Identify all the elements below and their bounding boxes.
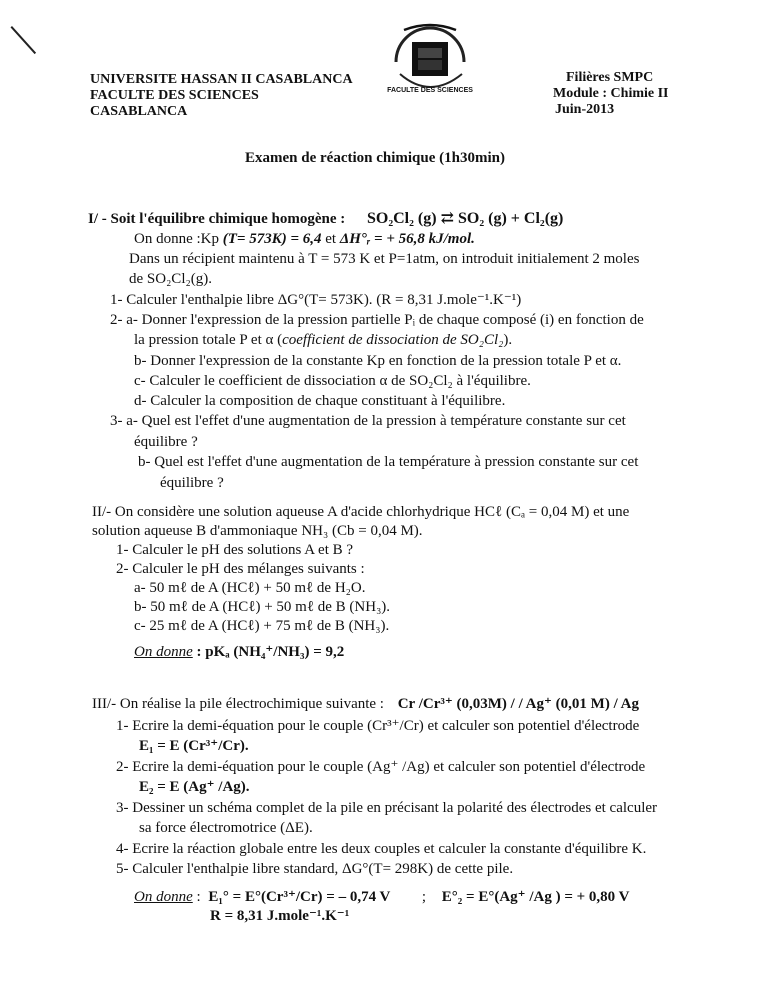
part2-q1: 1- Calculer le pH des solutions A et B ? bbox=[116, 542, 354, 558]
part1-intro-text: I/ - Soit l'équilibre chimique homogène : bbox=[88, 211, 346, 227]
part1-q3a-1: 3- a- Quel est l'effet d'une augmentation de la pression à température constante sur cet bbox=[110, 413, 626, 429]
part3-given-2: E°₂ = E°(Ag⁺ /Ag ) = + 0,80 V bbox=[441, 889, 630, 905]
part3-q2-1: 2- Ecrire la demi-équation pour le couple (Ag⁺ /Ag) et calculer son potentiel d'électrode bbox=[116, 759, 646, 775]
part3-given-3: R = 8,31 J.mole⁻¹.K⁻¹ bbox=[210, 908, 350, 924]
part3-cell: Cr /Cr³⁺ (0,03M) / / Ag⁺ (0,01 M) / Ag bbox=[397, 696, 639, 712]
part3-given-1: E₁° = E°(Cr³⁺/Cr) = – 0,74 V bbox=[208, 889, 391, 905]
header-module: Module : Chimie II bbox=[553, 86, 669, 101]
part1-q2c: c- Calculer le coefficient de dissociation α de SO₂Cl₂ à l'équilibre. bbox=[134, 373, 531, 389]
part1-q2a-2a: la pression totale P et α ( bbox=[134, 332, 283, 348]
part2-given-value: : pKₐ (NH₄⁺/NH₃) = 9,2 bbox=[192, 644, 345, 660]
part1-q2a-1: 2- a- Donner l'expression de la pression partielle Pᵢ de chaque composé (i) en fonction de bbox=[110, 312, 644, 328]
header-faculty: FACULTE DES SCIENCES bbox=[90, 88, 259, 103]
faculty-logo bbox=[382, 16, 478, 102]
header-city: CASABLANCA bbox=[90, 104, 188, 119]
part1-q1: 1- Calculer l'enthalpie libre ΔG°(T= 573K). (R = 8,31 J.mole⁻¹.K⁻¹) bbox=[110, 292, 522, 308]
part2-intro-1: II/- On considère une solution aqueuse A d'acide chlorhydrique HCℓ (Cₐ = 0,04 M) et une bbox=[92, 504, 630, 520]
exam-title: Examen de réaction chimique (1h30min) bbox=[245, 150, 505, 166]
part1-q2a-2b: coefficient de dissociation de SO₂Cl₂ bbox=[282, 332, 504, 348]
part1-given-c: et bbox=[321, 231, 340, 247]
part1-context-1: Dans un récipient maintenu à T = 573 K et P=1atm, on introduit initialement 2 moles bbox=[129, 251, 640, 267]
part1-q3a-2: équilibre ? bbox=[134, 434, 198, 450]
part1-q2a-2c: ). bbox=[503, 332, 513, 348]
header-date: Juin-2013 bbox=[555, 102, 615, 117]
part3-q2-2: E₂ = E (Ag⁺ /Ag). bbox=[139, 779, 250, 795]
corner-mark bbox=[11, 26, 37, 54]
part2-given bbox=[134, 643, 344, 662]
part3-q1-1: 1- Ecrire la demi-équation pour le couple (Cr³⁺/Cr) et calculer son potentiel d'électrode bbox=[116, 718, 640, 734]
header-program: Filières SMPC bbox=[566, 70, 654, 85]
part2-q2c: c- 25 mℓ de A (HCℓ) + 75 mℓ de B (NH₃). bbox=[134, 618, 390, 634]
part3-given-sep: ; bbox=[421, 889, 427, 905]
part3-given-label: On donne bbox=[134, 889, 193, 905]
part2-given-label: On donne bbox=[134, 644, 193, 660]
part3-q4: 4- Ecrire la réaction globale entre les deux couples et calculer la constante d'équilibre K. bbox=[116, 841, 647, 857]
part1-q2b: b- Donner l'expression de la constante Kp en fonction de la pression totale P et α. bbox=[134, 353, 622, 369]
part1-given-b: (T= 573K) = 6,4 bbox=[222, 231, 322, 247]
part3-intro: III/- On réalise la pile électrochimique suivante : bbox=[92, 696, 384, 712]
part3-q3-2: sa force électromotrice (ΔE). bbox=[139, 820, 313, 836]
part2-q2: 2- Calculer le pH des mélanges suivants : bbox=[116, 561, 365, 577]
part1-given-d: ΔH°ᵣ = + 56,8 kJ/mol. bbox=[339, 231, 475, 247]
part2-intro-2: solution aqueuse B d'ammoniaque NH₃ (Cb = 0,04 M). bbox=[92, 523, 423, 539]
part1-intro bbox=[88, 209, 563, 229]
part1-q3b-1: b- Quel est l'effet d'une augmentation de la température à pression constante sur cet bbox=[138, 454, 639, 470]
part3-q5: 5- Calculer l'enthalpie libre standard, ΔG°(T= 298K) de cette pile. bbox=[116, 861, 514, 877]
part3-given-line: On donne : E₁° = E°(Cr³⁺/Cr) = – 0,74 V ; E°₂ = E°(Ag⁺ /Ag ) = + 0,80 V bbox=[134, 889, 630, 905]
header-university: UNIVERSITE HASSAN II CASABLANCA bbox=[90, 72, 353, 87]
part1-given-a: On donne :Kp bbox=[134, 231, 223, 247]
part2-q2a: a- 50 mℓ de A (HCℓ) + 50 mℓ de H₂O. bbox=[134, 580, 366, 596]
part3-q1-2: E₁ = E (Cr³⁺/Cr). bbox=[139, 738, 249, 754]
part3-intro-line bbox=[92, 695, 639, 714]
part1-q2d: d- Calculer la composition de chaque constituant à l'équilibre. bbox=[134, 393, 506, 409]
part1-context-2: de SO₂Cl₂(g). bbox=[129, 271, 212, 287]
part1-q2a-2 bbox=[134, 331, 512, 350]
logo-text: FACULTE DES SCIENCES bbox=[387, 87, 473, 94]
part3-q3-1: 3- Dessiner un schéma complet de la pile en précisant la polarité des électrodes et calculer bbox=[116, 800, 658, 816]
part1-given bbox=[134, 230, 475, 249]
part1-equation: SO₂Cl₂ (g) ⇄ SO₂ (g) + Cl₂(g) bbox=[366, 210, 564, 227]
part2-q2b: b- 50 mℓ de A (HCℓ) + 50 mℓ de B (NH₃). bbox=[134, 599, 391, 615]
part1-q3b-2: équilibre ? bbox=[160, 475, 224, 491]
